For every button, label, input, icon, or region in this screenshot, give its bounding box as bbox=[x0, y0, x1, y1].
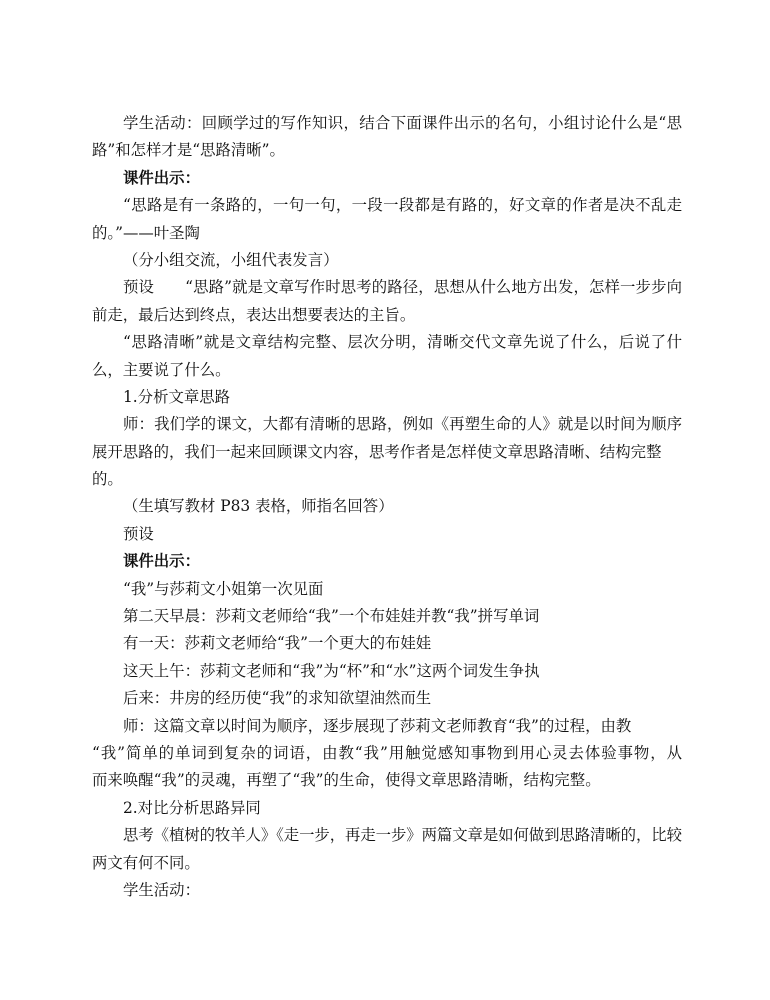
section-heading-1 bbox=[92, 384, 682, 411]
text-line bbox=[92, 576, 682, 603]
timeline-item bbox=[92, 658, 682, 685]
text-line bbox=[92, 192, 682, 219]
text-line bbox=[92, 521, 682, 548]
paragraph-teacher-summary bbox=[92, 713, 682, 795]
line-text: 前走，最后达到终点，表达出想要表达的主旨。 bbox=[92, 305, 416, 324]
timeline-item bbox=[92, 685, 682, 712]
line-text: 而来唤醒“我”的灵魂，再塑了“我”的生命，使得文章思路清晰，结构完整。 bbox=[92, 771, 601, 790]
text-line bbox=[92, 411, 682, 438]
text-line bbox=[92, 822, 682, 849]
section-label-courseware bbox=[92, 165, 682, 192]
text-line bbox=[92, 850, 682, 877]
text-line bbox=[92, 384, 682, 411]
line-text: 师：我们学的课文，大都有清晰的思路，例如《再塑生命的人》就是以时间为顺序 bbox=[123, 415, 683, 434]
line-text: 学生活动：回顾学过的写作知识，结合下面课件出示的名句，小组讨论什么是“思 bbox=[123, 114, 683, 132]
line-text: 思考《植树的牧羊人》《走一步，再走一步》两篇文章是如何做到思路清晰的，比较 bbox=[123, 826, 682, 845]
text-line bbox=[92, 274, 682, 301]
line-text: 预设 bbox=[123, 524, 154, 543]
line-text: 预设 “思路”就是文章写作时思考的路径，思想从什么地方出发，怎样一步步向 bbox=[123, 278, 683, 297]
line-text: 的。 bbox=[92, 470, 123, 489]
line-text: 师：这篇文章以时间为顺序，逐步展现了莎莉文老师教育“我”的过程，由教 bbox=[123, 716, 632, 735]
text-line bbox=[92, 357, 682, 384]
line-text: 么，主要说了什么。 bbox=[92, 360, 231, 379]
text-line bbox=[92, 493, 682, 520]
text-line bbox=[92, 247, 682, 274]
text-line bbox=[92, 110, 682, 137]
text-line bbox=[92, 466, 682, 493]
line-text: 课件出示： bbox=[123, 168, 200, 187]
text-line bbox=[92, 439, 682, 466]
paragraph-teacher-intro bbox=[92, 411, 682, 493]
text-line bbox=[92, 220, 682, 247]
line-text: 1.分析文章思路 bbox=[123, 387, 231, 406]
line-text: 路”和怎样才是“思路清晰”。 bbox=[92, 141, 285, 160]
text-line bbox=[92, 658, 682, 685]
paragraph-quote bbox=[92, 192, 682, 247]
line-text: “思路清晰”就是文章结构完整、层次分明，清晰交代文章先说了什么，后说了什 bbox=[123, 333, 683, 352]
line-text: “我”简单的单词到复杂的词语，由教“我”用触觉感知事物到用心灵去体验事物，从 bbox=[92, 743, 683, 762]
paragraph-clear-thinking bbox=[92, 329, 682, 384]
line-text: 的。”——叶圣陶 bbox=[92, 223, 200, 242]
paragraph-group-discussion bbox=[92, 247, 682, 274]
line-text: 2.对比分析思路异同 bbox=[123, 798, 261, 817]
line-text: 两文有何不同。 bbox=[92, 853, 200, 872]
timeline-item bbox=[92, 630, 682, 657]
paragraph-compare bbox=[92, 822, 682, 877]
text-line bbox=[92, 302, 682, 329]
text-line bbox=[92, 685, 682, 712]
line-text: 第二天早晨：莎莉文老师给“我”一个布娃娃并教“我”拼写单词 bbox=[123, 607, 540, 626]
section-label-courseware-2 bbox=[92, 548, 682, 575]
line-text: 后来：井房的经历使“我”的求知欲望油然而生 bbox=[123, 689, 432, 708]
text-line bbox=[92, 740, 682, 767]
paragraph-student-activity-2 bbox=[92, 877, 682, 904]
timeline-item bbox=[92, 603, 682, 630]
text-line bbox=[92, 329, 682, 356]
paragraph-preset-definition bbox=[92, 274, 682, 329]
text-line bbox=[92, 713, 682, 740]
line-text: “我”与莎莉文小姐第一次见面 bbox=[123, 579, 324, 598]
text-line bbox=[92, 165, 682, 192]
line-text: （分小组交流，小组代表发言） bbox=[123, 250, 339, 269]
line-text: 展开思路的，我们一起来回顾课文内容，思考作者是怎样使文章思路清晰、结构完整 bbox=[92, 442, 662, 461]
text-line bbox=[92, 795, 682, 822]
paragraph-student-activity bbox=[92, 110, 682, 165]
text-line bbox=[92, 548, 682, 575]
line-text: 课件出示： bbox=[123, 552, 200, 571]
line-text: 有一天：莎莉文老师给“我”一个更大的布娃娃 bbox=[123, 634, 432, 653]
text-line bbox=[92, 767, 682, 794]
text-line bbox=[92, 630, 682, 657]
line-text: 学生活动： bbox=[123, 880, 200, 899]
timeline-item bbox=[92, 576, 682, 603]
text-line bbox=[92, 603, 682, 630]
document-body bbox=[92, 110, 682, 904]
paragraph-fill-table bbox=[92, 493, 682, 520]
section-heading-2 bbox=[92, 795, 682, 822]
line-text: 这天上午：莎莉文老师和“我”为“杯”和“水”这两个词发生争执 bbox=[123, 661, 540, 680]
line-text: “思路是有一条路的，一句一句，一段一段都是有路的，好文章的作者是决不乱走 bbox=[123, 196, 683, 215]
paragraph-preset bbox=[92, 521, 682, 548]
line-text: （生填写教材 P83 表格，师指名回答） bbox=[123, 497, 394, 516]
text-line bbox=[92, 877, 682, 904]
text-line bbox=[92, 137, 682, 164]
